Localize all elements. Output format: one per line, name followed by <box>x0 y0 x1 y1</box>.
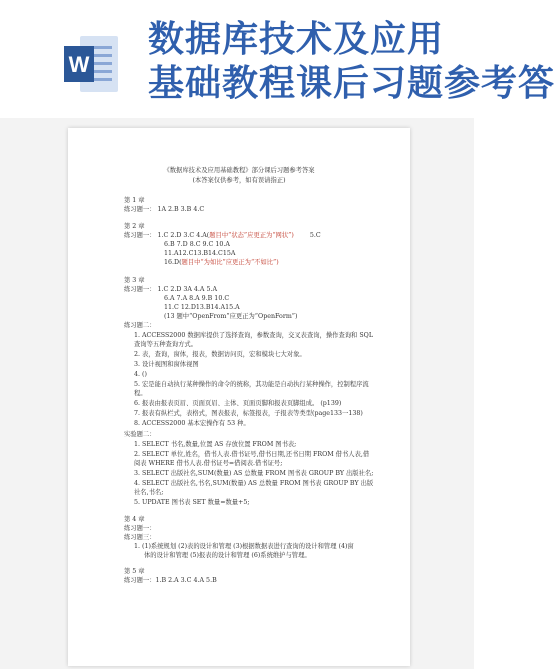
doc-subheading: (本答案仅供参考，如有误请指正) <box>192 177 286 184</box>
chapter-4-exercise: 练习题一： <box>124 525 156 532</box>
chapter-2-line-4: 16.D(题目中“为如比”应更正为“不如比”) <box>164 259 279 266</box>
page-title-line-1: 数据库技术及应用 <box>148 19 445 60</box>
chapter-4-line-2: 体的设计和管理 (5)报表的设计和管理 (6)系统维护与管理。 <box>144 552 311 559</box>
doc-heading: 《数据库技术及应用基础教程》部分课后习题参考答案 <box>163 167 315 174</box>
chapter-3-line-4: (13 题中“OpenFrom”应更正为“OpenForm”) <box>164 313 298 320</box>
answer-item: 5. 宏是能自动执行某种操作的命令的统称，其功能是自动执行某种操作，控制程序流 <box>134 381 369 388</box>
chapter-4-exercise-3: 练习题三： <box>124 534 156 541</box>
svg-text:W: W <box>68 52 90 77</box>
sql-item: 3. SELECT 出版社名,SUM(数量) AS 总数量 FROM 图书表 GROUP BY 出版社名; <box>134 470 374 477</box>
answer-item: 查询等五种查询方式。 <box>134 341 197 348</box>
page-title-line-2: 基础教程课后习题参考答 <box>148 63 555 104</box>
chapter-2-line-3: 11.A12.C13.B14.C15A <box>164 250 236 257</box>
chapter-2-line-2: 6.B 7.D 8.C 9.C 10.A <box>164 241 230 248</box>
lab-heading: 实验题二： <box>124 431 156 438</box>
chapter-3-exercise-2: 练习题二： <box>124 322 156 329</box>
answer-item: 程。 <box>134 390 147 397</box>
sql-item: 1. SELECT 书名,数量,位置 AS 存放位置 FROM 图书表; <box>134 441 297 448</box>
answer-item: 2. 表，查询，窗体，报表，数据访问页，宏和模块七大对象。 <box>134 351 306 358</box>
sql-item: 阅表 WHERE 借书人表.借书证号=借阅表.借书证号; <box>134 460 283 467</box>
answer-item: 8. ACCESS2000 基本宏操作有 53 种。 <box>134 420 250 427</box>
chapter-2-heading: 第 2 章 <box>124 223 145 230</box>
answer-item: 3. 设计视图和窗体视图 <box>134 361 199 368</box>
header-banner <box>0 0 555 118</box>
answer-item: 6. 报表由报表页眉、页面页眉、主体、页面页脚和报表页脚组成。 (p139) <box>134 400 342 407</box>
chapter-5-heading: 第 5 章 <box>124 568 145 575</box>
word-document-icon <box>62 32 120 96</box>
chapter-5-exercise: 练习题一：1.B 2.A 3.C 4.A 5.B <box>124 577 217 584</box>
chapter-1-heading: 第 1 章 <box>124 197 145 204</box>
answer-item: 7. 报表有纵栏式，表格式，图表报表，标签报表，子报表等类型(page133一138) <box>134 410 363 417</box>
chapter-4-line-1: 1. (1)系统规划 (2)表的设计和管理 (3)根据数据表进行查询的设计和管理 (4)窗 <box>134 543 354 550</box>
chapter-3-line-2: 6.A 7.A 8.A 9.B 10.C <box>164 295 230 302</box>
sql-item: 2. SELECT 单位,姓名，借书人表.借书证号,借书日期,还书日期 FROM 借书人表,借 <box>134 451 370 458</box>
chapter-4-heading: 第 4 章 <box>124 516 145 523</box>
answer-item: 1. ACCESS2000 数据库提供了选择查询，参数查询，交叉表查询，操作查询和 SQL <box>134 332 374 339</box>
sql-item: 社名,书名; <box>134 489 164 496</box>
sql-item: 4. SELECT 出版社名,书名,SUM(数量) AS 总数量 FROM 图书表 GROUP BY 出版 <box>134 480 374 487</box>
chapter-3-line-1: 练习题一： 1.C 2.D 3A 4.A 5.A <box>124 286 218 293</box>
chapter-3-heading: 第 3 章 <box>124 277 145 284</box>
chapter-3-line-3: 11.C 12.D13.B14.A15.A <box>164 304 240 311</box>
correction-note: 题目中“为如比”应更正为“不如比”) <box>181 259 279 266</box>
chapter-1-exercise: 练习题一： 1A 2.B 3.B 4.C <box>124 206 205 213</box>
chapter-2-line-1: 练习题一： 1.C 2.D 3.C 4.A(题目中“状态”应更正为“网状”) 5.C <box>124 232 321 239</box>
sql-item: 5. UPDATE 图书表 SET 数量=数量+5; <box>134 499 250 506</box>
answer-item: 4. () <box>134 371 147 378</box>
document-page <box>68 128 410 666</box>
correction-note: 题目中“状态”应更正为“网状”) <box>209 232 294 239</box>
